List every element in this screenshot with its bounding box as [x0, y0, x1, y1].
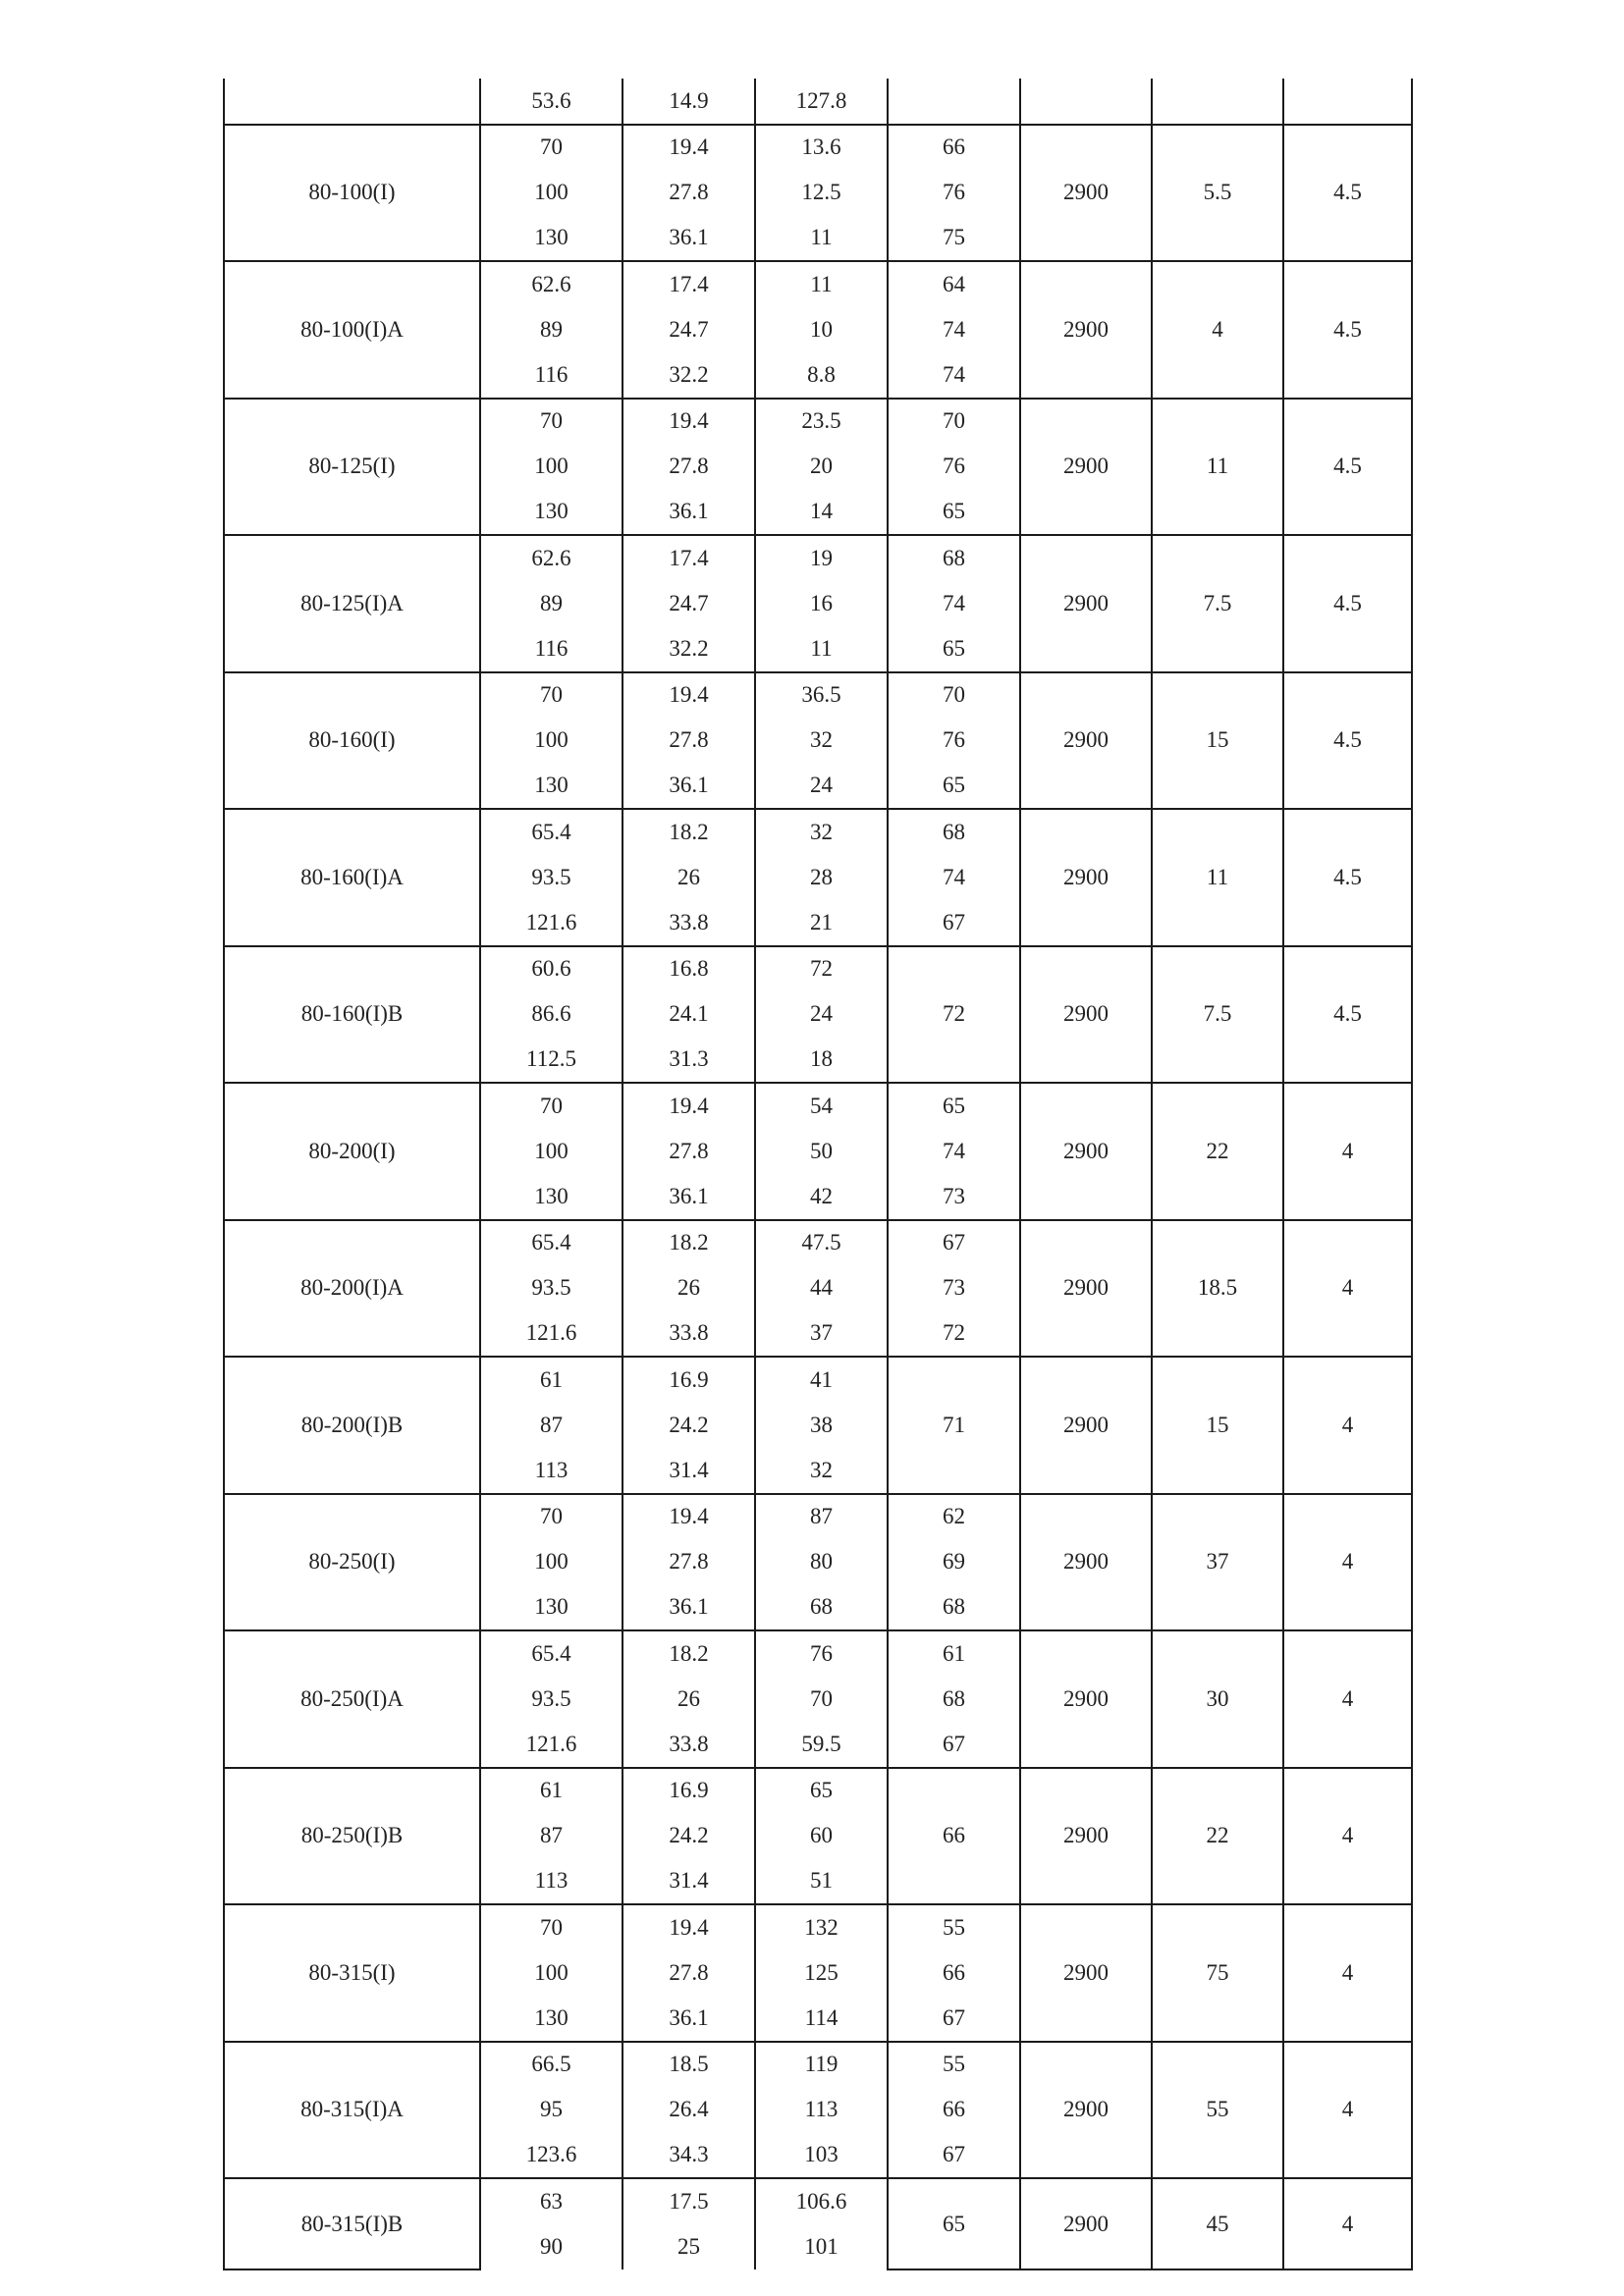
head-cell: 10: [755, 307, 888, 353]
table-row: [224, 1357, 1412, 1403]
flow-m3h-cell: 61: [480, 1768, 623, 1814]
head-cell: 11: [755, 216, 888, 262]
efficiency-cell: 74: [888, 855, 1020, 901]
head-cell: 28: [755, 855, 888, 901]
flow-ls-cell: 19.4: [623, 1083, 755, 1129]
power-cell: 7.5: [1152, 535, 1283, 672]
table-row: [224, 809, 1412, 855]
table-row: [224, 1494, 1412, 1540]
flow-m3h-cell: 87: [480, 1403, 623, 1449]
flow-m3h-cell: 53.6: [480, 79, 623, 125]
efficiency-cell: 75: [888, 216, 1020, 262]
flow-m3h-cell: 62.6: [480, 535, 623, 581]
flow-ls-cell: 27.8: [623, 1950, 755, 1997]
table-row: [224, 1220, 1412, 1266]
efficiency-cell: 68: [888, 1585, 1020, 1631]
table-row: [224, 2178, 1412, 2224]
flow-m3h-cell: 70: [480, 1904, 623, 1950]
flow-m3h-cell: 130: [480, 764, 623, 810]
flow-m3h-cell: 93.5: [480, 855, 623, 901]
speed-cell: 2900: [1020, 1904, 1152, 2042]
flow-m3h-cell: 60.6: [480, 946, 623, 992]
head-cell: 11: [755, 626, 888, 672]
head-cell: 42: [755, 1174, 888, 1220]
efficiency-cell: 74: [888, 352, 1020, 399]
head-cell: 18: [755, 1038, 888, 1084]
head-cell: 20: [755, 444, 888, 490]
flow-m3h-cell: 70: [480, 672, 623, 719]
head-cell: 23.5: [755, 399, 888, 445]
power-cell: 5.5: [1152, 125, 1283, 262]
speed-cell: 2900: [1020, 1630, 1152, 1768]
model-cell: 80-160(I)A: [224, 809, 480, 946]
table-row: [224, 2042, 1412, 2088]
flow-ls-cell: 18.2: [623, 1220, 755, 1266]
head-cell: 32: [755, 809, 888, 855]
speed-cell: 2900: [1020, 125, 1152, 262]
flow-ls-cell: 32.2: [623, 626, 755, 672]
speed-cell: 2900: [1020, 399, 1152, 536]
flow-ls-cell: 26.4: [623, 2087, 755, 2133]
npsh-cell: 4.5: [1283, 261, 1412, 399]
power-cell: 4: [1152, 261, 1283, 399]
flow-ls-cell: 27.8: [623, 718, 755, 764]
flow-m3h-cell: 112.5: [480, 1038, 623, 1084]
flow-m3h-cell: 100: [480, 170, 623, 216]
head-cell: 38: [755, 1403, 888, 1449]
flow-ls-cell: 17.5: [623, 2178, 755, 2224]
head-cell: 114: [755, 1996, 888, 2042]
flow-ls-cell: 14.9: [623, 79, 755, 125]
npsh-cell: 4.5: [1283, 809, 1412, 946]
flow-ls-cell: 36.1: [623, 216, 755, 262]
power-cell: 75: [1152, 1904, 1283, 2042]
head-cell: 13.6: [755, 125, 888, 171]
flow-ls-cell: 27.8: [623, 444, 755, 490]
table-row: [224, 535, 1412, 581]
model-cell: 80-125(I): [224, 399, 480, 536]
speed-cell: 2900: [1020, 1768, 1152, 1905]
flow-m3h-cell: 130: [480, 1174, 623, 1220]
head-cell: 14: [755, 490, 888, 536]
flow-m3h-cell: 86.6: [480, 991, 623, 1038]
efficiency-cell: 67: [888, 2133, 1020, 2179]
efficiency-cell: 67: [888, 900, 1020, 946]
model-cell: 80-200(I)B: [224, 1357, 480, 1494]
flow-ls-cell: 16.9: [623, 1357, 755, 1403]
flow-ls-cell: 24.7: [623, 581, 755, 627]
npsh-cell: 4: [1283, 1630, 1412, 1768]
power-cell: 11: [1152, 809, 1283, 946]
flow-ls-cell: 26: [623, 855, 755, 901]
head-cell: 19: [755, 535, 888, 581]
flow-ls-cell: 18.2: [623, 809, 755, 855]
flow-ls-cell: 36.1: [623, 764, 755, 810]
head-cell: 51: [755, 1859, 888, 1905]
head-cell: 24: [755, 991, 888, 1038]
model-cell: 80-250(I)B: [224, 1768, 480, 1905]
power-cell: 15: [1152, 1357, 1283, 1494]
model-cell: 80-250(I)A: [224, 1630, 480, 1768]
npsh-cell: 4.5: [1283, 399, 1412, 536]
flow-m3h-cell: 100: [480, 718, 623, 764]
npsh-cell: 4.5: [1283, 946, 1412, 1084]
head-cell: 54: [755, 1083, 888, 1129]
head-cell: 70: [755, 1677, 888, 1723]
flow-m3h-cell: 70: [480, 1494, 623, 1540]
efficiency-cell: 74: [888, 1129, 1020, 1175]
head-cell: 24: [755, 764, 888, 810]
efficiency-cell: 70: [888, 399, 1020, 445]
efficiency-cell: 65: [888, 626, 1020, 672]
flow-m3h-cell: 121.6: [480, 1311, 623, 1358]
speed-cell: 2900: [1020, 1083, 1152, 1220]
efficiency-cell: 66: [888, 1950, 1020, 1997]
speed-cell: 2900: [1020, 946, 1152, 1084]
flow-ls-cell: 24.7: [623, 307, 755, 353]
flow-ls-cell: 24.2: [623, 1813, 755, 1859]
head-cell: 44: [755, 1265, 888, 1311]
table-row: [224, 125, 1412, 171]
table-row: [224, 261, 1412, 307]
head-cell: 87: [755, 1494, 888, 1540]
head-cell: 65: [755, 1768, 888, 1814]
npsh-cell: 4: [1283, 1904, 1412, 2042]
flow-m3h-cell: 62.6: [480, 261, 623, 307]
head-cell: 127.8: [755, 79, 888, 125]
model-cell: 80-200(I): [224, 1083, 480, 1220]
efficiency-cell: 73: [888, 1265, 1020, 1311]
flow-ls-cell: 32.2: [623, 352, 755, 399]
flow-m3h-cell: 113: [480, 1859, 623, 1905]
power-cell: 37: [1152, 1494, 1283, 1631]
efficiency-cell: 76: [888, 444, 1020, 490]
efficiency-cell: 64: [888, 261, 1020, 307]
flow-ls-cell: 31.4: [623, 1859, 755, 1905]
flow-ls-cell: 18.2: [623, 1630, 755, 1677]
flow-ls-cell: 31.4: [623, 1448, 755, 1494]
head-cell: 125: [755, 1950, 888, 1997]
flow-m3h-cell: 121.6: [480, 1722, 623, 1768]
table-row: [224, 1630, 1412, 1677]
efficiency-cell: 65: [888, 764, 1020, 810]
power-cell: 30: [1152, 1630, 1283, 1768]
power-cell: 11: [1152, 399, 1283, 536]
head-cell: 103: [755, 2133, 888, 2179]
pump-performance-table: [223, 79, 1413, 2270]
npsh-cell: 4: [1283, 1494, 1412, 1631]
flow-m3h-cell: 130: [480, 1585, 623, 1631]
power-cell: 15: [1152, 672, 1283, 810]
flow-m3h-cell: 70: [480, 399, 623, 445]
flow-m3h-cell: 89: [480, 307, 623, 353]
flow-m3h-cell: 100: [480, 1950, 623, 1997]
head-cell: 106.6: [755, 2178, 888, 2224]
power-cell: 7.5: [1152, 946, 1283, 1084]
flow-ls-cell: 25: [623, 2224, 755, 2270]
flow-m3h-cell: 116: [480, 626, 623, 672]
head-cell: 21: [755, 900, 888, 946]
efficiency-cell: 74: [888, 307, 1020, 353]
flow-m3h-cell: 89: [480, 581, 623, 627]
head-cell: 32: [755, 1448, 888, 1494]
flow-m3h-cell: 65.4: [480, 809, 623, 855]
flow-m3h-cell: 65.4: [480, 1220, 623, 1266]
flow-ls-cell: 36.1: [623, 490, 755, 536]
flow-m3h-cell: 66.5: [480, 2042, 623, 2088]
flow-ls-cell: 36.1: [623, 1585, 755, 1631]
flow-ls-cell: 16.8: [623, 946, 755, 992]
flow-m3h-cell: 113: [480, 1448, 623, 1494]
npsh-cell: 4.5: [1283, 125, 1412, 262]
table-row: [224, 1768, 1412, 1814]
speed-cell: 2900: [1020, 2042, 1152, 2179]
efficiency-cell: 62: [888, 1494, 1020, 1540]
flow-ls-cell: 17.4: [623, 261, 755, 307]
flow-m3h-cell: 130: [480, 216, 623, 262]
flow-ls-cell: 24.2: [623, 1403, 755, 1449]
head-cell: 32: [755, 718, 888, 764]
flow-ls-cell: 24.1: [623, 991, 755, 1038]
efficiency-cell: 68: [888, 535, 1020, 581]
speed-cell: 2900: [1020, 1220, 1152, 1358]
head-cell: 36.5: [755, 672, 888, 719]
flow-ls-cell: 19.4: [623, 399, 755, 445]
flow-ls-cell: 34.3: [623, 2133, 755, 2179]
model-cell: [224, 79, 480, 125]
head-cell: 60: [755, 1813, 888, 1859]
head-cell: 11: [755, 261, 888, 307]
model-cell: 80-200(I)A: [224, 1220, 480, 1358]
efficiency-cell: [888, 79, 1020, 125]
flow-ls-cell: 33.8: [623, 1311, 755, 1358]
flow-m3h-cell: 95: [480, 2087, 623, 2133]
efficiency-cell: 67: [888, 1722, 1020, 1768]
flow-m3h-cell: 63: [480, 2178, 623, 2224]
head-cell: 47.5: [755, 1220, 888, 1266]
efficiency-cell: 73: [888, 1174, 1020, 1220]
table-row: [224, 399, 1412, 445]
flow-ls-cell: 19.4: [623, 1494, 755, 1540]
flow-m3h-cell: 121.6: [480, 900, 623, 946]
efficiency-cell: 67: [888, 1220, 1020, 1266]
model-cell: 80-160(I)B: [224, 946, 480, 1084]
table-row: [224, 946, 1412, 992]
flow-ls-cell: 36.1: [623, 1996, 755, 2042]
speed-cell: 2900: [1020, 261, 1152, 399]
power-cell: 18.5: [1152, 1220, 1283, 1358]
flow-ls-cell: 36.1: [623, 1174, 755, 1220]
efficiency-cell: 65: [888, 2178, 1020, 2269]
table-row: [224, 1083, 1412, 1129]
speed-cell: 2900: [1020, 1494, 1152, 1631]
npsh-cell: 4: [1283, 1357, 1412, 1494]
head-cell: 101: [755, 2224, 888, 2270]
efficiency-cell: 55: [888, 2042, 1020, 2088]
flow-ls-cell: 19.4: [623, 125, 755, 171]
head-cell: 37: [755, 1311, 888, 1358]
efficiency-cell: 68: [888, 1677, 1020, 1723]
efficiency-cell: 70: [888, 672, 1020, 719]
npsh-cell: 4: [1283, 2178, 1412, 2269]
head-cell: 59.5: [755, 1722, 888, 1768]
power-cell: [1152, 79, 1283, 125]
flow-m3h-cell: 70: [480, 1083, 623, 1129]
flow-ls-cell: 19.4: [623, 1904, 755, 1950]
flow-m3h-cell: 70: [480, 125, 623, 171]
efficiency-cell: 66: [888, 125, 1020, 171]
flow-m3h-cell: 93.5: [480, 1677, 623, 1723]
efficiency-cell: 61: [888, 1630, 1020, 1677]
flow-m3h-cell: 90: [480, 2224, 623, 2270]
efficiency-cell: 65: [888, 490, 1020, 536]
model-cell: 80-100(I)A: [224, 261, 480, 399]
head-cell: 113: [755, 2087, 888, 2133]
flow-m3h-cell: 130: [480, 1996, 623, 2042]
head-cell: 50: [755, 1129, 888, 1175]
efficiency-cell: 76: [888, 170, 1020, 216]
speed-cell: 2900: [1020, 809, 1152, 946]
head-cell: 76: [755, 1630, 888, 1677]
flow-ls-cell: 27.8: [623, 1129, 755, 1175]
head-cell: 12.5: [755, 170, 888, 216]
flow-m3h-cell: 116: [480, 352, 623, 399]
efficiency-cell: 74: [888, 581, 1020, 627]
power-cell: 22: [1152, 1768, 1283, 1905]
flow-ls-cell: 26: [623, 1265, 755, 1311]
flow-ls-cell: 16.9: [623, 1768, 755, 1814]
model-cell: 80-100(I): [224, 125, 480, 262]
table-row: [224, 672, 1412, 719]
efficiency-cell: 72: [888, 1311, 1020, 1358]
npsh-cell: 4: [1283, 2042, 1412, 2179]
table-body: [224, 79, 1412, 2269]
speed-cell: 2900: [1020, 2178, 1152, 2269]
head-cell: 72: [755, 946, 888, 992]
head-cell: 16: [755, 581, 888, 627]
efficiency-cell: 69: [888, 1539, 1020, 1585]
flow-ls-cell: 31.3: [623, 1038, 755, 1084]
model-cell: 80-125(I)A: [224, 535, 480, 672]
flow-ls-cell: 19.4: [623, 672, 755, 719]
efficiency-cell: 55: [888, 1904, 1020, 1950]
head-cell: 132: [755, 1904, 888, 1950]
model-cell: 80-315(I)B: [224, 2178, 480, 2269]
npsh-cell: 4.5: [1283, 535, 1412, 672]
flow-ls-cell: 18.5: [623, 2042, 755, 2088]
flow-ls-cell: 27.8: [623, 1539, 755, 1585]
power-cell: 22: [1152, 1083, 1283, 1220]
efficiency-cell: 65: [888, 1083, 1020, 1129]
flow-ls-cell: 17.4: [623, 535, 755, 581]
flow-ls-cell: 33.8: [623, 1722, 755, 1768]
efficiency-cell: 71: [888, 1357, 1020, 1494]
npsh-cell: 4: [1283, 1220, 1412, 1358]
model-cell: 80-160(I): [224, 672, 480, 810]
model-cell: 80-315(I)A: [224, 2042, 480, 2179]
power-cell: 55: [1152, 2042, 1283, 2179]
head-cell: 80: [755, 1539, 888, 1585]
flow-m3h-cell: 100: [480, 444, 623, 490]
head-cell: 8.8: [755, 352, 888, 399]
head-cell: 41: [755, 1357, 888, 1403]
efficiency-cell: 66: [888, 1768, 1020, 1905]
flow-m3h-cell: 87: [480, 1813, 623, 1859]
power-cell: 45: [1152, 2178, 1283, 2269]
flow-ls-cell: 33.8: [623, 900, 755, 946]
efficiency-cell: 67: [888, 1996, 1020, 2042]
efficiency-cell: 76: [888, 718, 1020, 764]
flow-m3h-cell: 130: [480, 490, 623, 536]
flow-ls-cell: 26: [623, 1677, 755, 1723]
head-cell: 68: [755, 1585, 888, 1631]
efficiency-cell: 66: [888, 2087, 1020, 2133]
speed-cell: 2900: [1020, 672, 1152, 810]
speed-cell: 2900: [1020, 535, 1152, 672]
speed-cell: 2900: [1020, 1357, 1152, 1494]
flow-m3h-cell: 61: [480, 1357, 623, 1403]
npsh-cell: 4: [1283, 1768, 1412, 1905]
flow-ls-cell: 27.8: [623, 170, 755, 216]
efficiency-cell: 72: [888, 946, 1020, 1084]
efficiency-cell: 68: [888, 809, 1020, 855]
table-row: [224, 79, 1412, 125]
speed-cell: [1020, 79, 1152, 125]
head-cell: 119: [755, 2042, 888, 2088]
flow-m3h-cell: 123.6: [480, 2133, 623, 2179]
flow-m3h-cell: 100: [480, 1129, 623, 1175]
flow-m3h-cell: 93.5: [480, 1265, 623, 1311]
model-cell: 80-315(I): [224, 1904, 480, 2042]
flow-m3h-cell: 65.4: [480, 1630, 623, 1677]
table-row: [224, 1904, 1412, 1950]
model-cell: 80-250(I): [224, 1494, 480, 1631]
npsh-cell: 4.5: [1283, 672, 1412, 810]
flow-m3h-cell: 100: [480, 1539, 623, 1585]
npsh-cell: 4: [1283, 1083, 1412, 1220]
npsh-cell: [1283, 79, 1412, 125]
